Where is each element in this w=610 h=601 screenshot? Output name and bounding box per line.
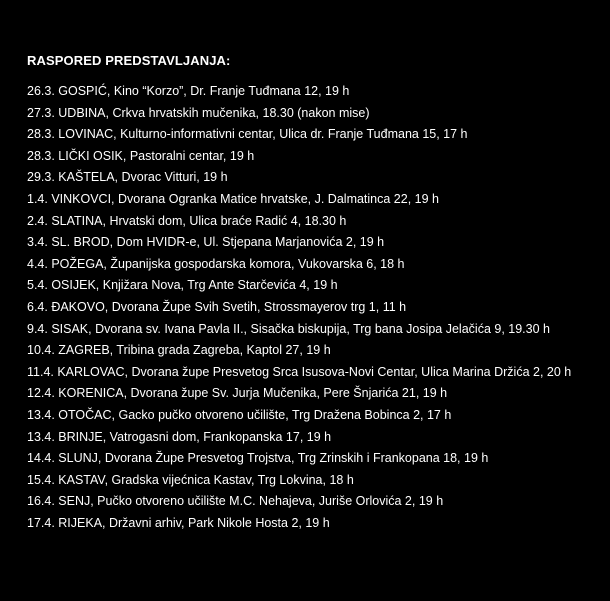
schedule-document	[27, 51, 587, 534]
schedule-entry: 3.4. SL. BROD, Dom HVIDR-e, Ul. Stjepana Marjanovića 2, 19 h	[27, 235, 385, 250]
schedule-list	[27, 81, 587, 534]
schedule-entry: 16.4. SENJ, Pučko otvoreno učilište M.C. Nehajeva, Juriše Orlovića 2, 19 h	[27, 494, 444, 509]
schedule-heading: RASPORED PREDSTAVLJANJA:	[27, 53, 231, 68]
schedule-entry: 6.4. ĐAKOVO, Dvorana Župe Svih Svetih, Strossmayerov trg 1, 11 h	[27, 299, 407, 314]
schedule-entry: 28.3. LOVINAC, Kulturno-informativni centar, Ulica dr. Franje Tuđmana 15, 17 h	[27, 127, 468, 142]
schedule-entry: 10.4. ZAGREB, Tribina grada Zagreba, Kaptol 27, 19 h	[27, 343, 331, 358]
schedule-entry: 4.4. POŽEGA, Županijska gospodarska komora, Vukovarska 6, 18 h	[27, 256, 405, 271]
schedule-entry: 27.3. UDBINA, Crkva hrvatskih mučenika, 18.30 (nakon mise)	[27, 105, 370, 120]
schedule-entry: 26.3. GOSPIĆ, Kino “Korzo”, Dr. Franje Tuđmana 12, 19 h	[27, 84, 350, 98]
schedule-entry: 28.3. LIČKI OSIK, Pastoralni centar, 19 h	[27, 148, 255, 163]
schedule-entry: 14.4. SLUNJ, Dvorana Župe Presvetog Trojstva, Trg Zrinskih i Frankopana 18, 19 h	[27, 451, 489, 466]
schedule-entry: 11.4. KARLOVAC, Dvorana župe Presvetog Srca Isusova-Novi Centar, Ulica Marina Držića 2, 20 h	[27, 364, 572, 379]
schedule-entry: 15.4. KASTAV, Gradska vijećnica Kastav, Trg Lokvina, 18 h	[27, 472, 354, 487]
schedule-entry: 2.4. SLATINA, Hrvatski dom, Ulica braće Radić 4, 18.30 h	[27, 213, 347, 228]
schedule-entry: 17.4. RIJEKA, Državni arhiv, Park Nikole Hosta 2, 19 h	[27, 515, 330, 530]
schedule-entry: 13.4. OTOČAC, Gacko pučko otvoreno učilište, Trg Dražena Bobinca 2, 17 h	[27, 407, 452, 422]
schedule-entry: 29.3. KAŠTELA, Dvorac Vitturi, 19 h	[27, 170, 228, 185]
schedule-entry: 13.4. BRINJE, Vatrogasni dom, Frankopanska 17, 19 h	[27, 429, 332, 444]
schedule-entry: 5.4. OSIJEK, Knjižara Nova, Trg Ante Starčevića 4, 19 h	[27, 278, 338, 293]
schedule-entry: 1.4. VINKOVCI, Dvorana Ogranka Matice hrvatske, J. Dalmatinca 22, 19 h	[27, 191, 439, 206]
schedule-entry: 9.4. SISAK, Dvorana sv. Ivana Pavla II., Sisačka biskupija, Trg bana Josipa Jelačića 9, 19.30 h	[27, 321, 550, 336]
schedule-entry: 12.4. KORENICA, Dvorana župe Sv. Jurja Mučenika, Pere Šnjarića 21, 19 h	[27, 386, 448, 401]
